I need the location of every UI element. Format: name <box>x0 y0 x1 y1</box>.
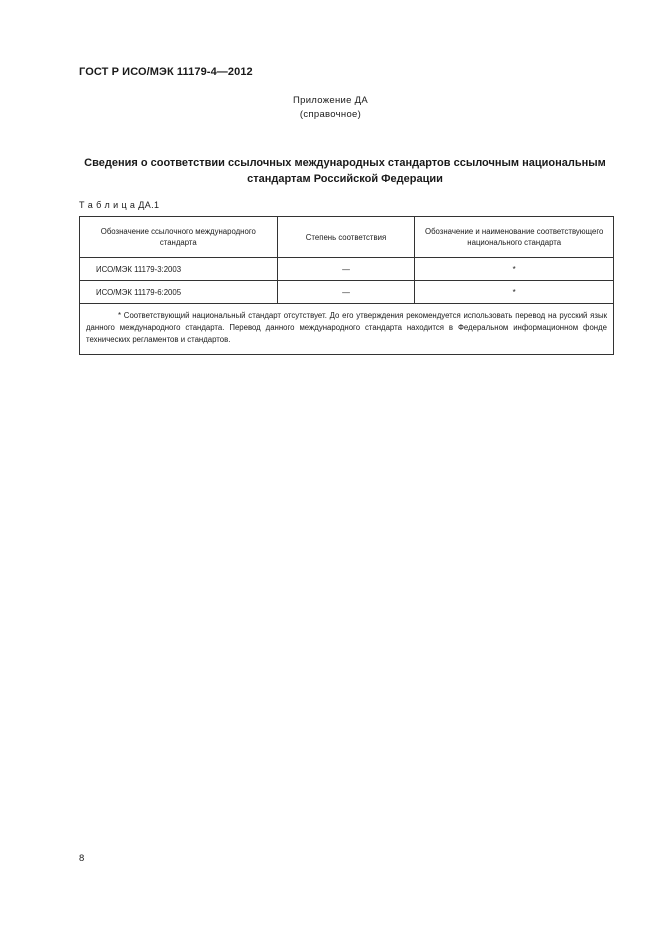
section-heading <box>60 155 630 187</box>
annex-block <box>0 94 661 122</box>
table-footnote-row <box>80 304 614 355</box>
annex-title: Приложение ДА <box>292 95 369 106</box>
correspondence-table <box>79 216 614 355</box>
table-header-row <box>80 217 614 258</box>
document-code: ГОСТ Р ИСО/МЭК 11179-4—2012 <box>79 66 253 78</box>
cell-reference: ИСО/МЭК 11179-6:2005 <box>80 281 278 304</box>
table-row <box>80 258 614 281</box>
cell-reference: ИСО/МЭК 11179-3:2003 <box>80 258 278 281</box>
column-header-reference: Обозначение ссылочного международного стандарта <box>80 217 278 258</box>
annex-subtitle: (справочное) <box>299 109 362 120</box>
table-row <box>80 281 614 304</box>
table-footnote-cell <box>80 304 614 355</box>
cell-national: * <box>415 281 614 304</box>
table-caption: Т а б л и ц а ДА.1 <box>79 200 160 210</box>
heading-line-2: стандартам Российской Федерации <box>247 173 443 185</box>
column-header-degree: Степень соответствия <box>277 217 415 258</box>
heading-line-1: Сведения о соответствии ссылочных международных стандартов ссылочным национальным <box>84 157 606 169</box>
cell-degree: — <box>277 258 415 281</box>
cell-national: * <box>415 258 614 281</box>
table-footnote: * Соответствующий национальный стандарт отсутствует. До его утверждения рекомендуется использовать перевод на русский язык данного международного стандарта. Перевод данного международного стандарта находится в Федеральном информационном фонде технических регламентов и стандартов. <box>86 311 607 344</box>
cell-degree: — <box>277 281 415 304</box>
page-number: 8 <box>79 853 85 864</box>
column-header-national: Обозначение и наименование соответствующего национального стандарта <box>415 217 614 258</box>
